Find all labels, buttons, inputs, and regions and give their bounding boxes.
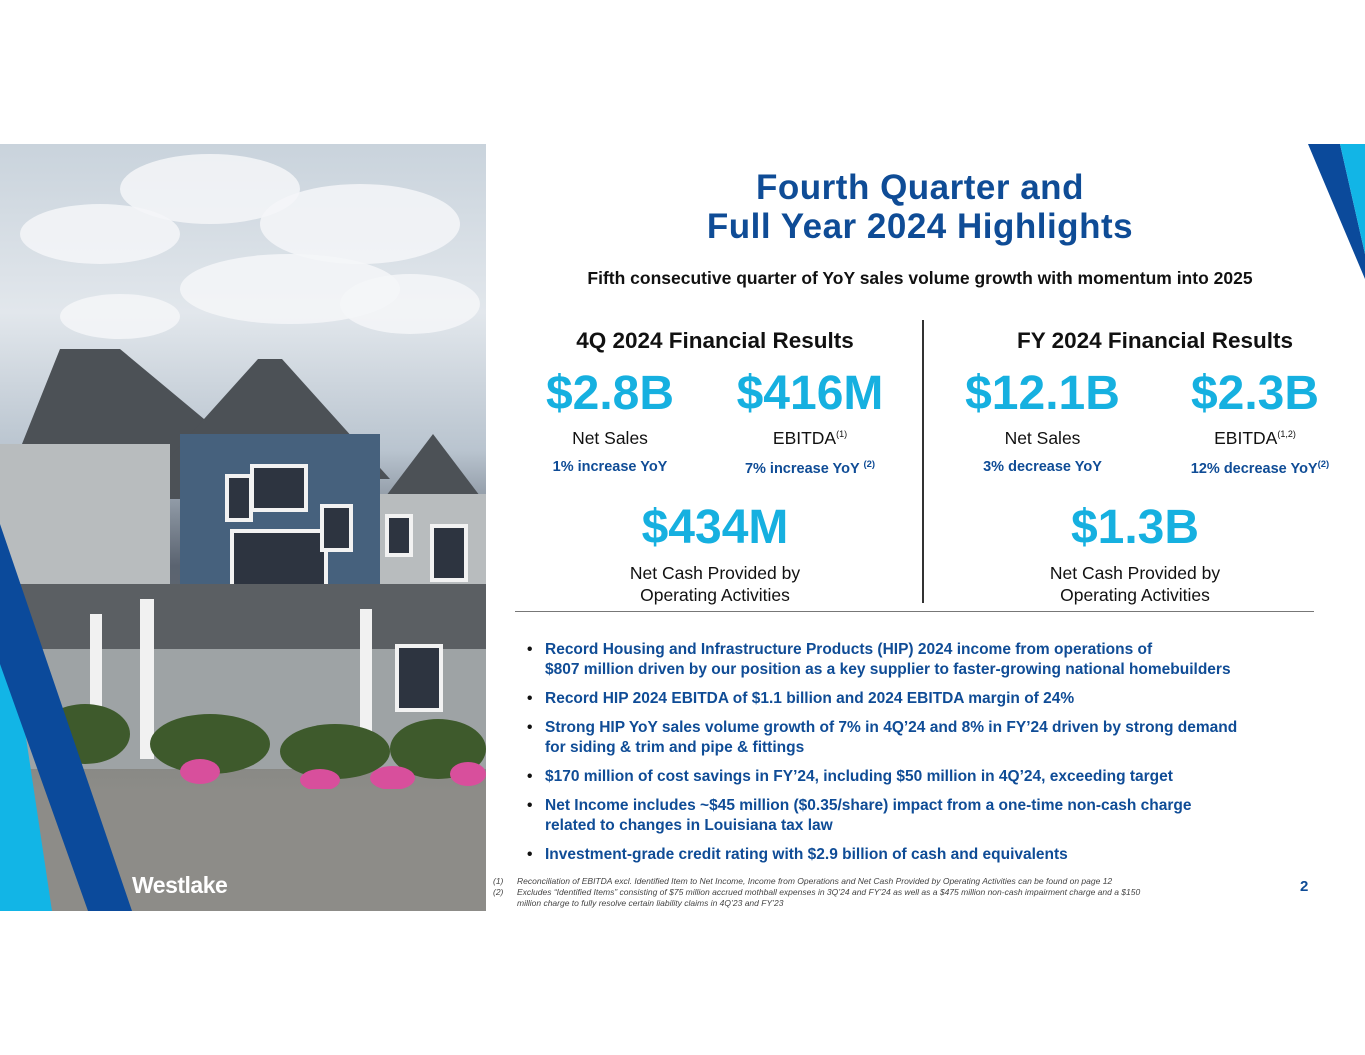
right-accent-stripes: [1300, 144, 1365, 284]
fy-ebitda-label: EBITDA$^{(1,2)}$: [1214, 428, 1296, 448]
list-item: • Record HIP 2024 EBITDA of $1.1 billion and 2024 EBITDA margin of 24%: [527, 689, 1327, 709]
list-item: • Investment-grade credit rating with $2.9 billion of cash and equivalents: [527, 845, 1327, 865]
page-subtitle: Fifth consecutive quarter of YoY sales volume growth with momentum into 2025: [587, 268, 1253, 288]
page-number: 2: [1300, 878, 1309, 895]
column-divider: [922, 320, 924, 603]
list-item: • Strong HIP YoY sales volume growth of 7% in 4Q’24 and 8% in FY’24 driven by strong demand for siding & trim and pipe & fittings: [527, 718, 1327, 758]
fy-cash-label: Net Cash Provided by Operating Activities: [1049, 563, 1221, 605]
q4-cash-label: Net Cash Provided by Operating Activities: [629, 563, 801, 605]
q4-net-sales-value: $2.8B: [545, 367, 675, 420]
q4-ebitda-label: EBITDA$^{(1)}$: [772, 428, 848, 448]
page-title-line2: Full Year 2024 Highlights: [706, 207, 1134, 246]
q4-ebitda-change: 7% increase YoY $^{(2)}$: [744, 459, 876, 477]
fy-ebitda-value: $2.3B: [1190, 367, 1320, 420]
q4-net-sales-label: Net Sales: [572, 428, 648, 448]
section-divider: [515, 611, 1314, 612]
footnote-2-number: (2): [493, 887, 504, 897]
q4-net-sales-change: 1% increase YoY: [552, 459, 668, 475]
fy-ebitda-change: 12% decrease YoY$^{(2)}$: [1190, 459, 1330, 477]
footnote-2-text: Excludes “Identified Items” consisting of $75 million accrued mothball expenses in 3Q’24 and FY’24 as well as a $475 million non-cash impairment charge and a $150 million charge to fully resolve certain liability claims in 4Q’23 and FY’23: [517, 887, 1141, 908]
q4-cash-value: $434M: [641, 501, 789, 554]
list-item: • Net Income includes ~$45 million ($0.35/share) impact from a one-time non-cash charge related to changes in Louisiana tax law: [527, 796, 1327, 836]
fy-net-sales-value: $12.1B: [965, 367, 1120, 420]
list-item: • $170 million of cost savings in FY’24, including $50 million in 4Q’24, exceeding target: [527, 767, 1327, 787]
fy-heading: FY 2024 Financial Results: [1017, 328, 1293, 353]
fy-cash-value: $1.3B: [1070, 501, 1200, 554]
highlights-list: [527, 640, 1327, 874]
q4-ebitda-value: $416M: [736, 367, 884, 420]
fy-net-sales-change: 3% decrease YoY: [983, 459, 1102, 475]
q4-heading: 4Q 2024 Financial Results: [576, 328, 854, 353]
page-title-line1: Fourth Quarter and: [756, 168, 1084, 207]
left-accent-stripes: [0, 144, 140, 911]
list-item: • Record Housing and Infrastructure Products (HIP) 2024 income from operations of $807 million driven by our position as a key supplier to faster-growing national homebuilders: [527, 640, 1327, 680]
footnote-1-number: (1): [493, 876, 504, 886]
westlake-logo: Westlake: [132, 872, 228, 898]
footnote-1-text: Reconciliation of EBITDA excl. Identified Item to Net Income, Income from Operations and Net Cash Provided by Operating Activities can be found on page 12: [517, 876, 1113, 886]
fy-net-sales-label: Net Sales: [1004, 428, 1081, 448]
